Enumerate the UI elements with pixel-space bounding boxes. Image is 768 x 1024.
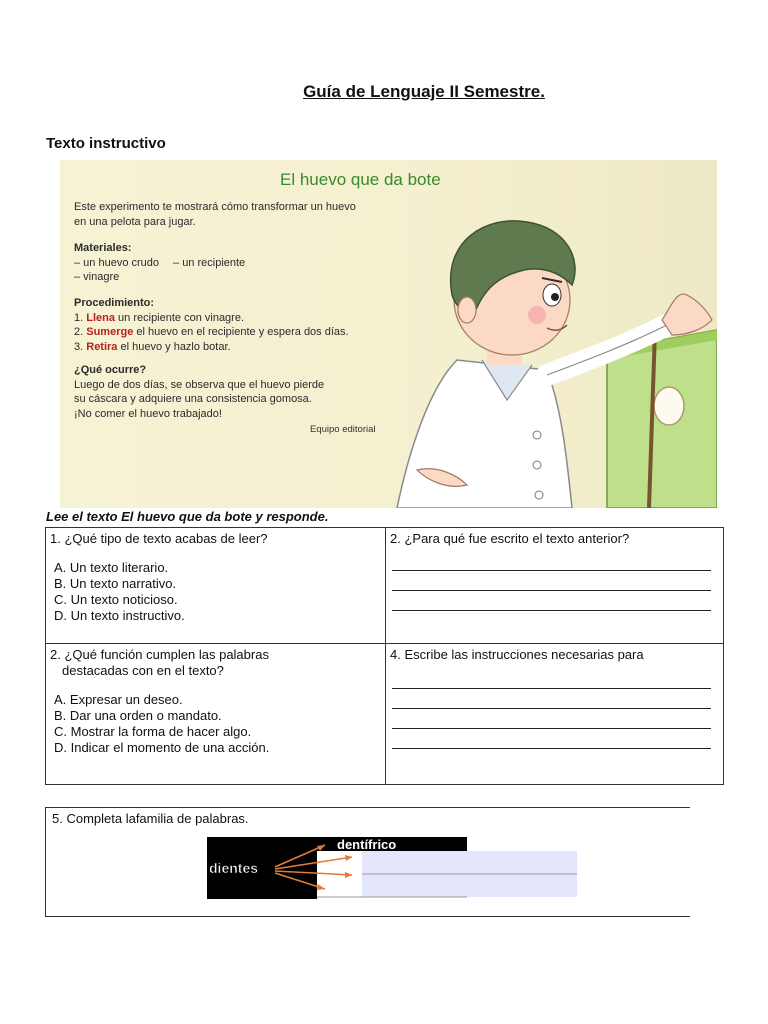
reading-panel [60, 160, 717, 508]
procedure-section: Procedimiento: 1. Llena un recipiente con vinagre. 2. Sumerge el huevo en el recipiente y espera dos días. 3. Retira el huevo y hazlo botar. [74, 297, 349, 353]
option-a: A. Un texto literario. [54, 560, 169, 575]
answer-line[interactable] [392, 709, 711, 729]
section-title: Texto instructivo [46, 135, 166, 152]
answer-line[interactable] [392, 571, 711, 591]
question-1-text: 1. ¿Qué tipo de texto acabas de leer? [50, 531, 268, 546]
step-3: 3. Retira el huevo y hazlo botar. [74, 340, 231, 353]
questions-table [45, 527, 724, 785]
word-family-diagram [207, 837, 577, 899]
family-word-1: dentífrico [337, 837, 397, 852]
answer-line[interactable] [392, 669, 711, 689]
question-2-cell [386, 528, 724, 644]
page-title: Guía de Lenguaje II Semestre. [303, 82, 545, 101]
root-word: dientes [209, 860, 259, 876]
question-4-text: 4. Escribe las instrucciones necesarias para [390, 647, 644, 662]
result-section: ¿Qué ocurre? Luego de dos días, se observa que el huevo pierde su cáscara y adquiere una consistencia gomosa. ¡No comer el huevo trabajado! [74, 364, 325, 420]
scientist-illustration [387, 160, 717, 508]
option-d: D. Indicar el momento de una acción. [54, 740, 270, 755]
question-3-cell: 2. ¿Qué función cumplen las palabras destacadas con en el texto? A. Expresar un deseo. B. Dar una orden o mandato. C. Mostrar la forma de hacer algo. D. Indicar el momento de una acción. [46, 644, 386, 785]
question-5-text: 5. Completa lafamilia de palabras. [52, 811, 249, 826]
step-1: 1. Llena un recipiente con vinagre. [74, 311, 245, 324]
question-1-cell [46, 528, 386, 644]
option-c: C. Mostrar la forma de hacer algo. [54, 724, 252, 739]
step-2: 2. Sumerge el huevo en el recipiente y espera dos días. [74, 326, 349, 338]
option-c: C. Un texto noticioso. [54, 592, 178, 607]
answer-line[interactable] [392, 729, 711, 749]
answer-line[interactable] [392, 591, 711, 611]
option-d: D. Un texto instructivo. [54, 608, 185, 623]
panel-heading: El huevo que da bote [280, 170, 441, 189]
option-b: B. Un texto narrativo. [54, 576, 177, 591]
materials-section: Materiales: – un huevo crudo – un recipiente – vinagre [74, 242, 246, 283]
answer-line[interactable] [392, 551, 711, 571]
option-b: B. Dar una orden o mandato. [54, 708, 222, 723]
question-3-text: 2. ¿Qué función cumplen las palabras [50, 647, 269, 662]
answer-line[interactable] [392, 689, 711, 709]
instruction-lead: Lee el texto El huevo que da bote y responde. [46, 509, 329, 524]
question-4-cell [386, 644, 724, 785]
intro-text: Este experimento te mostrará cómo transformar un huevo en una pelota para jugar. [74, 201, 356, 228]
question-2-text: 2. ¿Para qué fue escrito el texto anterior? [390, 531, 630, 546]
option-a: A. Expresar un deseo. [54, 692, 183, 707]
credit-text: Equipo editorial [310, 424, 376, 435]
